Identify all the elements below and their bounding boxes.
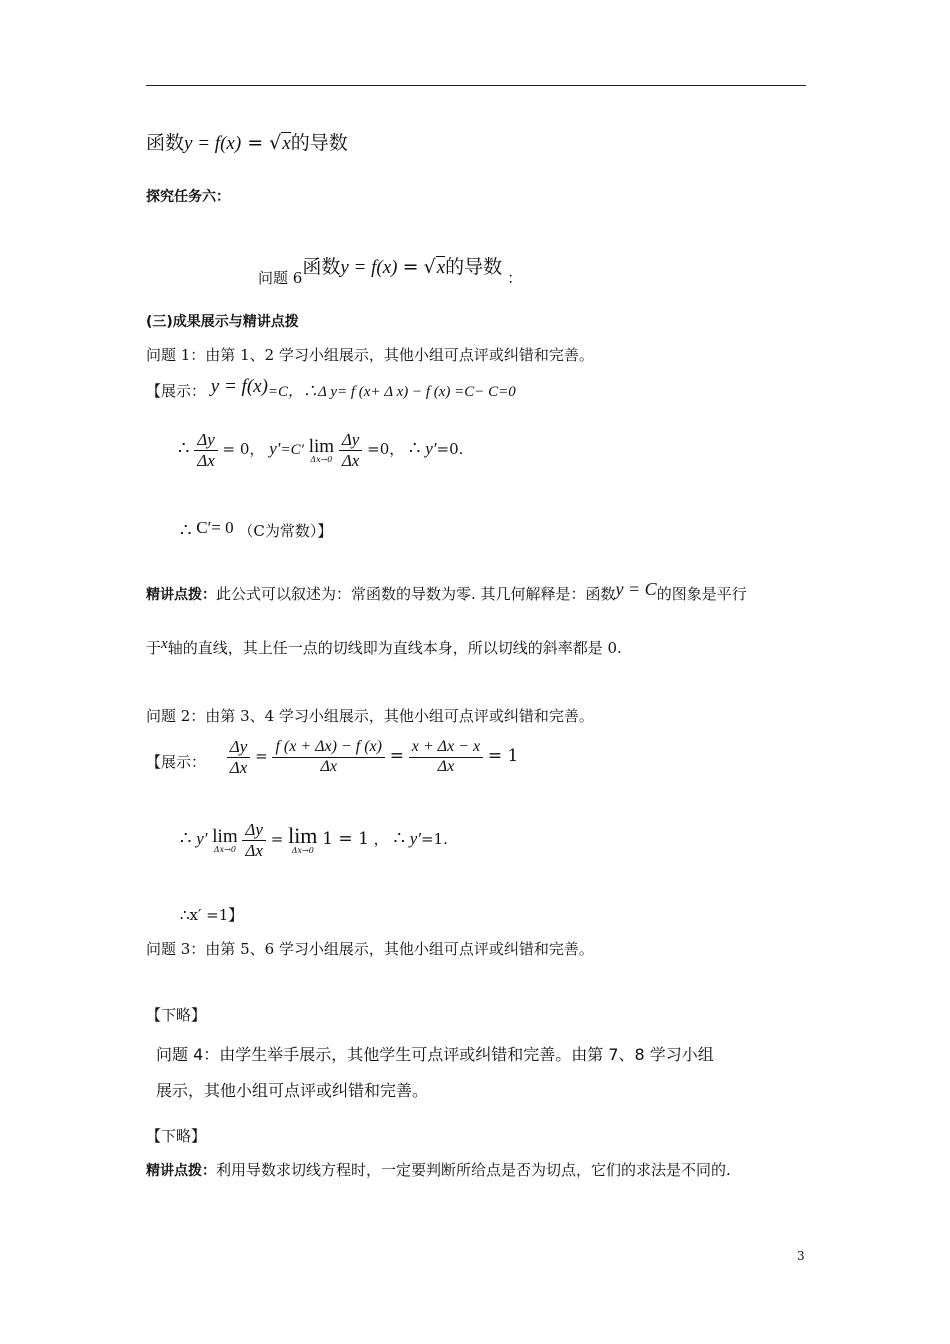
simplified-fraction: $\frac{x + \Delta x - x}{\Delta x}$ xyxy=(409,738,483,776)
fraction-dy-dx: $\frac{\Delta y}{\Delta x}$ xyxy=(339,430,363,470)
limit-symbol: lim Δx→0 xyxy=(308,435,335,464)
showcase-1-line-1: 【展示： y = f(x)=C，∴Δ y= f (x+ Δ x) − f (x) =C− C=0 xyxy=(146,376,516,400)
showcase-2-line-1: 【展示： $\frac{\Delta y}{\Delta x}$ = $\frac{f (x + \Delta x) - f (x)}{\Delta x}$ = $\frac{x + \Delta x - x}{\Delta x}$ = 1 xyxy=(146,737,519,777)
task-six-heading: 探究任务六： xyxy=(146,189,230,205)
explanation-1-line-1: 精讲点拨：此公式可以叙述为：常函数的导数为零. 其几何解释是：函数y = C的图象是平行 xyxy=(146,579,747,603)
page-number: 3 xyxy=(797,1249,805,1263)
omitted-2: 【下略】 xyxy=(146,1127,207,1145)
section-three-heading: (三)成果展示与精讲点拨 xyxy=(146,314,299,330)
fraction-dy-dx: $\frac{\Delta y}{\Delta x}$ xyxy=(227,737,251,777)
difference-quotient-fraction: $\frac{f (x + \Delta x) - f (x)}{\Delta x}$ xyxy=(272,738,385,776)
header-rule xyxy=(146,85,806,86)
question-4-line-1: 问题 4：由学生举手展示，其他学生可点评或纠错和完善。由第 7、8 学习小组 xyxy=(156,1045,714,1064)
showcase-1-line-3: ∴ C′= 0 （C为常数）】 xyxy=(180,518,333,541)
explanation-1-line-2: 于x轴的直线，其上任一点的切线即为直线本身，所以切线的斜率都是 0. xyxy=(146,636,622,657)
derivative-heading: 函数y = f(x) = √x的导数 xyxy=(146,132,348,154)
question-2: 问题 2：由第 3、4 学习小组展示，其他小组可点评或纠错和完善。 xyxy=(146,707,594,725)
limit-symbol: lim Δx→0 xyxy=(212,825,238,854)
question-4-line-2: 展示，其他小组可点评或纠错和完善。 xyxy=(156,1081,429,1100)
explanation-2: 精讲点拨：利用导数求切线方程时，一定要判断所给点是否为切点，它们的求法是不同的. xyxy=(146,1161,731,1179)
fraction-dy-dx: $\frac{\Delta y}{\Delta x}$ xyxy=(242,820,266,860)
question-6: 问题 6函数y = f(x) = √x的导数 ： xyxy=(258,256,523,287)
limit-symbol: lim Δx→0 xyxy=(288,823,318,856)
question-3: 问题 3：由第 5、6 学习小组展示，其他小组可点评或纠错和完善。 xyxy=(146,940,594,958)
question-1: 问题 1：由第 1、2 学习小组展示，其他小组可点评或纠错和完善。 xyxy=(146,346,594,364)
fraction-dy-dx: $\frac{\Delta y}{\Delta x}$ xyxy=(194,430,218,470)
showcase-2-line-3: ∴x′ =1】 xyxy=(180,906,244,924)
omitted-1: 【下略】 xyxy=(146,1006,207,1024)
showcase-1-line-2: ∴ $\frac{\Delta y}{\Delta x}$ = 0， y′=C′ lim Δx→0 $\frac{\Delta y}{\Delta x}$ =0， ∴ y′=0. xyxy=(178,430,464,470)
showcase-2-line-2: ∴ y′ lim Δx→0 $\frac{\Delta y}{\Delta x}$ = lim Δx→0 1 = 1 ， ∴ y′=1. xyxy=(180,820,448,860)
